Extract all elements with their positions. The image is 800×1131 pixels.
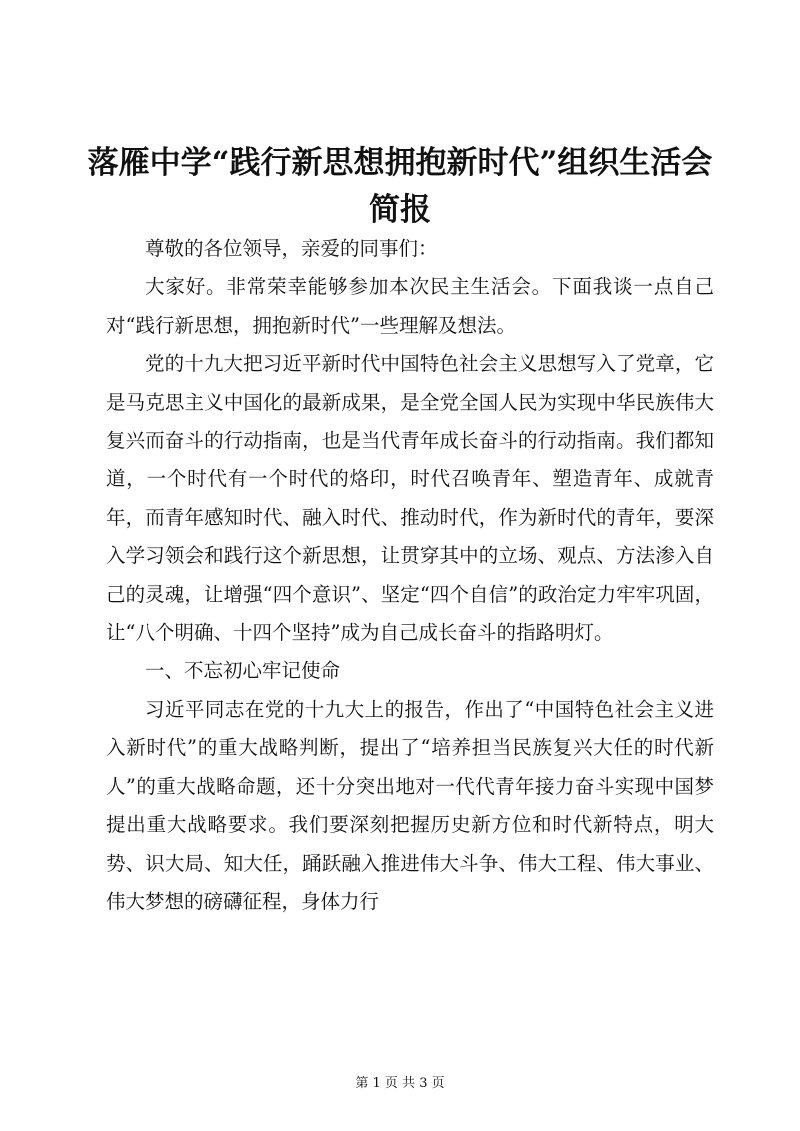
intro-paragraph: 党的十九大把习近平新时代中国特色社会主义思想写入了党章，它是马克思主义中国化的最新成果，是全党全国人民为实现中华民族伟大复兴而奋斗的行动指南，也是当代青年成长奋斗的行动指南。我们都知道，一个时代有一个时代的烙印，时代召唤青年、塑造青年、成就青年，而青年感知时代、融入时代、推动时代，作为新时代的青年，要深入学习领会和践行这个新思想，让贯穿其中的立场、观点、方法渗入自己的灵魂，让增强“四个意识”、坚定“四个自信”的政治定力牢牢巩固，让“八个明确、十四个坚持”成为自己成长奋斗的指路明灯。 [106,352,714,645]
document-title: 落雁中学“践行新思想拥抱新时代”组织生活会简报 [87,145,713,228]
greeting-paragraph: 大家好。非常荣幸能够参加本次民主生活会。下面我谈一点自己对“践行新思想，拥抱新时代”一些理解及想法。 [106,275,714,337]
section-heading: 一、不忘初心牢记使命 [145,659,341,683]
section-paragraph: 习近平同志在党的十九大上的报告，作出了“中国特色社会主义进入新时代”的重大战略判断，提出了“培养担当民族复兴大任的时代新人”的重大战略命题，还十分突出地对一代代青年接力奋斗实现中国梦提出重大战略要求。我们要深刻把握历史新方位和时代新特点，明大势、识大局、知大任，踊跃融入推进伟大斗争、伟大工程、伟大事业、伟大梦想的磅礴征程，身体力行 [106,697,714,913]
salutation-paragraph: 尊敬的各位领导，亲爱的同事们： [145,237,438,260]
document-body [106,230,714,921]
page-footer: 第 1 页 共 3 页 [355,1076,445,1091]
